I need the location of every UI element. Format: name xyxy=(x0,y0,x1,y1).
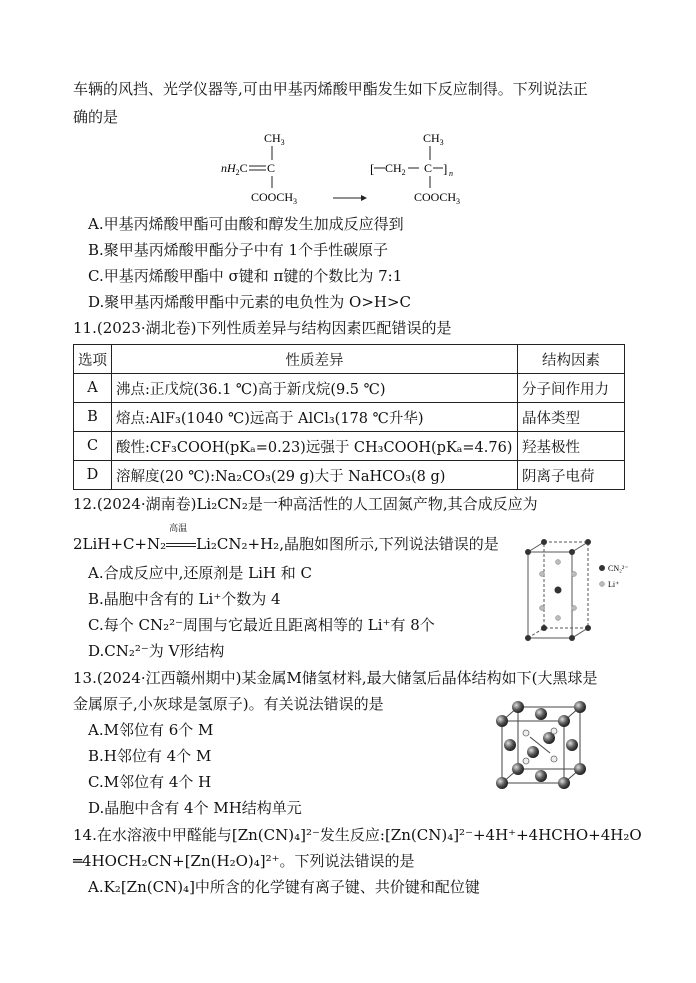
q12-option-d: D.CN₂²⁻为 V形结构 xyxy=(88,642,225,660)
q12-reaction-right: Li₂CN₂+H₂,晶胞如图所示,下列说法错误的是 xyxy=(196,535,499,553)
q13-option-c: C.M邻位有 4个 H xyxy=(88,773,212,791)
q12-unit-cell-figure xyxy=(518,538,648,642)
monomer-carbon-label: C xyxy=(267,161,276,175)
intro-line-1: 车辆的风挡、光学仪器等,可由甲基丙烯酸甲酯发生如下反应制得。下列说法正 xyxy=(73,80,588,98)
table-cell-factor: 羟基极性 xyxy=(518,432,625,461)
table-row xyxy=(74,374,625,403)
table-header-factor: 结构因素 xyxy=(518,345,625,374)
methyl-group-label: $CH_3$ xyxy=(264,131,285,147)
table-cell-option: A xyxy=(74,374,112,403)
polymer-ch2-label: $CH_2$ xyxy=(385,161,406,177)
q10-option-a: A.甲基丙烯酸甲酯可由酸和醇发生加成反应得到 xyxy=(88,215,404,233)
q12-option-c: C.每个 CN₂²⁻周围与它最近且距离相等的 Li⁺有 8个 xyxy=(88,616,435,634)
q14-stem-line-2: ═4HOCH₂CN+[Zn(H₂O)₄]²⁺。下列说法错误的是 xyxy=(73,852,415,870)
table-header-property: 性质差异 xyxy=(112,345,518,374)
q12-option-b: B.晶胞中含有的 Li⁺个数为 4 xyxy=(88,590,281,608)
table-cell-option: B xyxy=(74,403,112,432)
q12-condition-label: 高温 xyxy=(169,524,188,534)
monomer-ester-label: $COOCH_3$ xyxy=(251,190,298,206)
q12-condition-arrow xyxy=(166,524,196,552)
polymerization-reaction-figure xyxy=(215,126,485,208)
q12-reaction-left: 2LiH+C+N₂ xyxy=(73,535,167,553)
q12-option-a: A.合成反应中,还原剂是 LiH 和 C xyxy=(88,564,312,582)
q10-option-c: C.甲基丙烯酸甲酯中 σ键和 π键的个数比为 7:1 xyxy=(88,267,403,285)
table-cell-property: 熔点:AlF₃(1040 ℃)远高于 AlCl₃(178 ℃升华) xyxy=(112,403,518,432)
q10-option-b: B.聚甲基丙烯酸甲酯分子中有 1个手性碳原子 xyxy=(88,241,389,259)
polymer-bracket-left: [ xyxy=(370,161,375,176)
table-cell-option: D xyxy=(74,461,112,490)
q10-option-d: D.聚甲基丙烯酸甲酯中元素的电负性为 O>H>C xyxy=(88,293,412,311)
table-row xyxy=(74,403,625,432)
table-header-row xyxy=(74,345,625,374)
polymer-ester-label: $COOCH_3$ xyxy=(414,190,461,206)
polymer-methyl-label: $CH_3$ xyxy=(423,131,444,147)
monomer-n-h2c-label: $nH_2C$ xyxy=(221,161,248,177)
table-cell-factor: 晶体类型 xyxy=(518,403,625,432)
q12-reaction xyxy=(73,524,499,554)
q13-option-a: A.M邻位有 6个 M xyxy=(88,721,214,739)
polymer-bracket-right: ] xyxy=(443,161,448,176)
q11-table xyxy=(73,344,625,490)
q13-option-d: D.晶胞中含有 4个 MH结构单元 xyxy=(88,799,302,817)
table-header-option: 选项 xyxy=(74,345,112,374)
polymer-n-subscript: n xyxy=(449,169,453,178)
legend-cn2-label: CN₂²⁻ xyxy=(608,564,629,573)
q12-stem: 12.(2024·湖南卷)Li₂CN₂是一种高活性的人工固氮产物,其合成反应为 xyxy=(73,495,538,513)
polymer-carbon-label: C xyxy=(424,161,433,175)
table-row xyxy=(74,461,625,490)
table-cell-option: C xyxy=(74,432,112,461)
q11-stem: 11.(2023·湖北卷)下列性质差异与结构因素匹配错误的是 xyxy=(73,319,452,337)
table-cell-factor: 分子间作用力 xyxy=(518,374,625,403)
table-cell-property: 溶解度(20 ℃):Na₂CO₃(29 g)大于 NaHCO₃(8 g) xyxy=(112,461,518,490)
legend-li-label: Li⁺ xyxy=(608,580,620,589)
q14-stem-line-1: 14.在水溶液中甲醛能与[Zn(CN)₄]²⁻发生反应:[Zn(CN)₄]²⁻+4H⁺+4HCHO+4H₂O xyxy=(73,826,642,844)
table-row xyxy=(74,432,625,461)
intro-line-2: 确的是 xyxy=(73,108,119,126)
table-cell-factor: 阴离子电荷 xyxy=(518,461,625,490)
table-cell-property: 沸点:正戊烷(36.1 ℃)高于新戊烷(9.5 ℃) xyxy=(112,374,518,403)
q13-stem-line-1: 13.(2024·江西赣州期中)某金属M储氢材料,最大储氢后晶体结构如下(大黑球是 xyxy=(73,669,598,687)
q14-option-a: A.K₂[Zn(CN)₄]中所含的化学键有离子键、共价键和配位键 xyxy=(88,878,480,896)
table-cell-property: 酸性:CF₃COOH(pKₐ=0.23)远强于 CH₃COOH(pKₐ=4.76) xyxy=(112,432,518,461)
q13-stem-line-2: 金属原子,小灰球是氢原子)。有关说法错误的是 xyxy=(73,695,384,713)
q13-option-b: B.H邻位有 4个 M xyxy=(88,747,212,765)
q13-crystal-structure-figure xyxy=(490,697,590,797)
